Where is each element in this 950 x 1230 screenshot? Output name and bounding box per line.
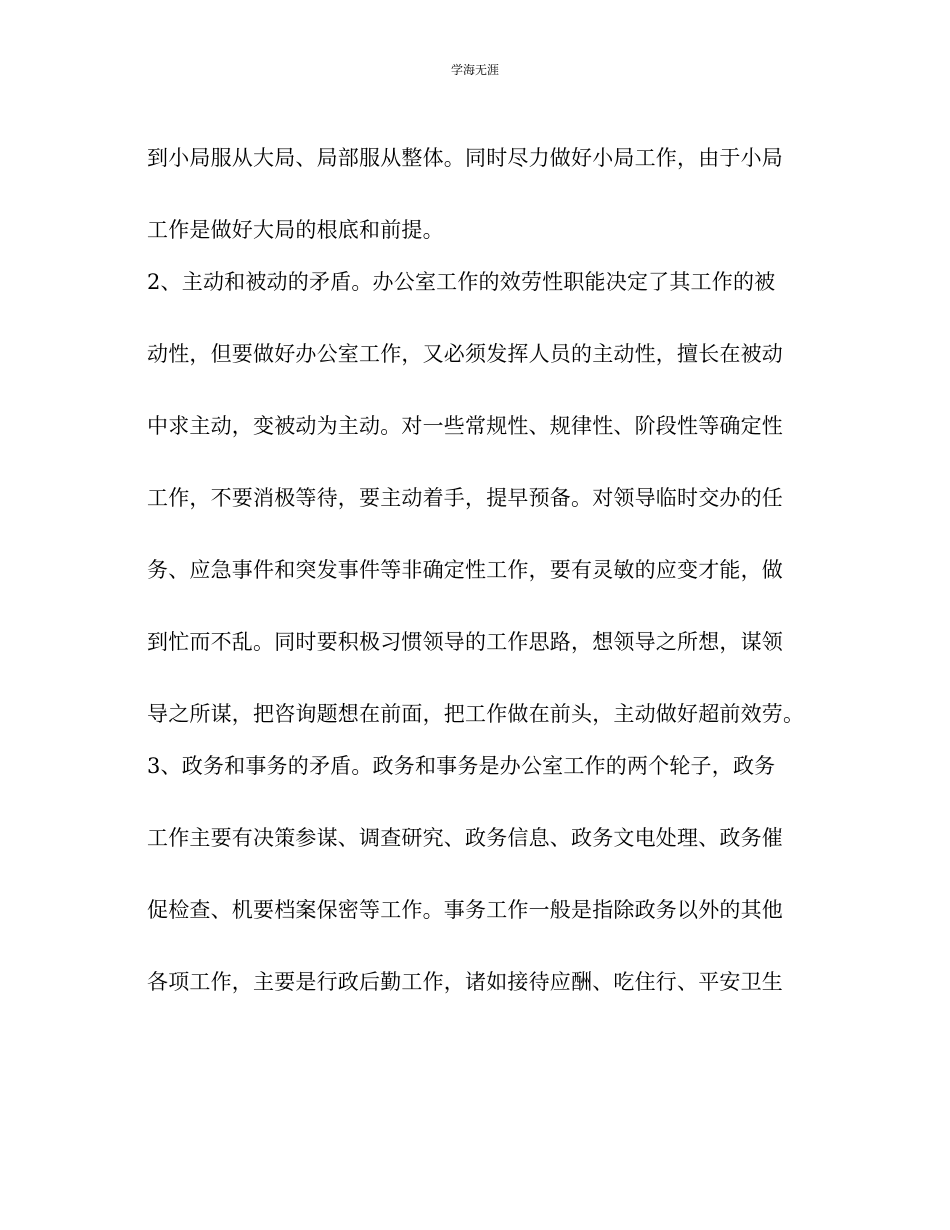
text-line: 工作是做好大局的根底和前提。 [147,218,444,242]
text-line: 动性，但要做好办公室工作，又必须发挥人员的主动性，擅长在被动 [147,342,783,366]
text-line: 中求主动，变被动为主动。对一些常规性、规律性、阶段性等确定性 [147,414,783,438]
text-line: 导之所谋，把咨询题想在前面，把工作做在前头，主动做好超前效劳。 [147,702,805,726]
text-line: 到忙而不乱。同时要积极习惯领导的工作思路，想领导之所想，谋领 [147,630,783,654]
body-text [147,136,817,1012]
text-line: 到小局服从大局、局部服从整体。同时尽力做好小局工作，由于小局 [147,146,783,170]
text-line: 3、政务和事务的矛盾。政务和事务是办公室工作的两个轮子，政务 [147,754,776,778]
text-line: 2、主动和被动的矛盾。办公室工作的效劳性职能决定了其工作的被 [147,270,776,294]
text-line: 工作，不要消极等待，要主动着手，提早预备。对领导临时交办的任 [147,486,783,510]
page-header: 学海无涯 [450,63,499,77]
text-line: 促检查、机要档案保密等工作。事务工作一般是指除政务以外的其他 [147,898,783,922]
text-line: 工作主要有决策参谋、调查研究、政务信息、政务文电处理、政务催 [147,826,783,850]
text-line: 各项工作，主要是行政后勤工作，诸如接待应酬、吃住行、平安卫生 [147,970,783,994]
text-line: 务、应急事件和突发事件等非确定性工作，要有灵敏的应变才能，做 [147,558,783,582]
